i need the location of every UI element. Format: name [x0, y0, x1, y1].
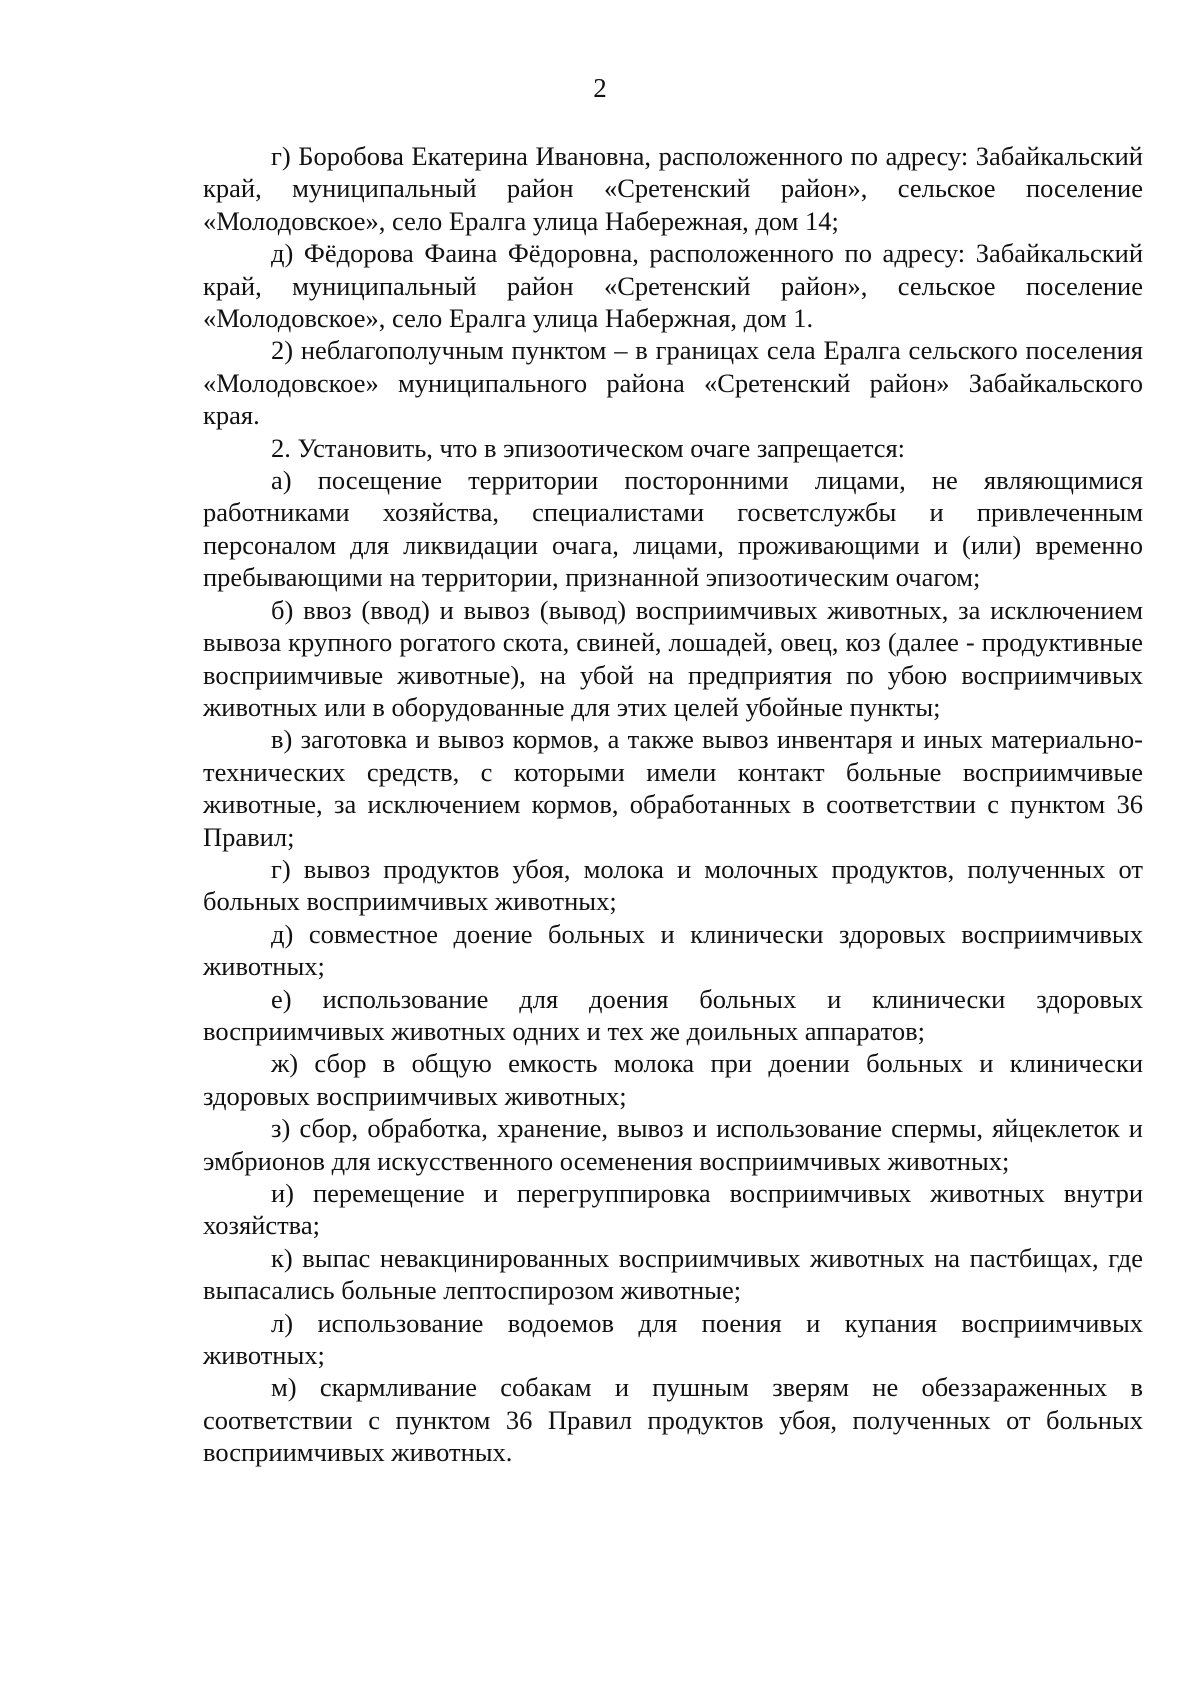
- paragraph-prohibition-l: л) использование водоемов для поения и купания восприимчивых животных;: [203, 1307, 1143, 1371]
- paragraph-prohibition-e: е) использование для доения больных и клинически здоровых восприимчивых животных одних и тех же доильных аппаратов;: [203, 983, 1143, 1046]
- document-body: [203, 140, 1143, 1469]
- paragraph-prohibition-zh: ж) сбор в общую емкость молока при доении больных и клинически здоровых восприимчивых животных;: [203, 1048, 1143, 1111]
- paragraph-prohibition-b: б) ввоз (ввод) и вывоз (вывод) восприимчивых животных, за исключением вывоза крупного рогатого скота, свиней, лошадей, овец, коз (далее - продуктивные восприимчивые животные), на убой на предприятия по убою восприимчивых животных или в оборудованные для этих целей убойные пункты;: [203, 594, 1143, 722]
- paragraph-prohibition-g: г) вывоз продуктов убоя, молока и молочных продуктов, полученных от больных восприимчивых животных;: [203, 853, 1143, 917]
- paragraph-prohibition-z: з) сбор, обработка, хранение, вывоз и использование спермы, яйцеклеток и эмбрионов для искусственного осеменения восприимчивых животных;: [203, 1113, 1143, 1176]
- paragraph-prohibition-v: в) заготовка и вывоз кормов, а также вывоз инвентаря и иных материально-технических средств, с которыми имели контакт больные восприимчивые животные, за исключением кормов, обработанных в соответствии с пунктом 36 Правил;: [203, 724, 1143, 852]
- paragraph-prohibition-i: и) перемещение и перегруппировка восприимчивых животных внутри хозяйства;: [203, 1178, 1143, 1241]
- paragraph-prohibition-k: к) выпас невакцинированных восприимчивых животных на пастбищах, где выпасались больные лептоспирозом животные;: [203, 1242, 1143, 1306]
- paragraph-prohibition-d: д) совместное доение больных и клинически здоровых восприимчивых животных;: [203, 918, 1143, 982]
- page-number: 2: [593, 73, 607, 103]
- paragraph-prohibition-a: а) посещение территории посторонними лицами, не являющимися работниками хозяйства, специалистами госветслужбы и привлеченным персоналом для ликвидации очага, лицами, проживающими и (или) временно пребывающими на территории, признанной эпизоотическим очагом;: [203, 465, 1143, 593]
- paragraph-g-borobova: г) Боробова Екатерина Ивановна, расположенного по адресу: Забайкальский край, муниципальный район «Сретенский район», сельское поселение «Молодовское», село Ералга улица Набережная, дом 14;: [203, 141, 1143, 236]
- paragraph-prohibitions-intro: 2. Установить, что в эпизоотическом очаге запрещается:: [271, 432, 906, 463]
- paragraph-prohibition-m: м) скармливание собакам и пушным зверям не обеззараженных в соответствии с пунктом 36 Правил продуктов убоя, полученных от больных восприимчивых животных.: [203, 1372, 1143, 1468]
- paragraph-d-fedorova: д) Фёдорова Фаина Фёдоровна, расположенного по адресу: Забайкальский край, муниципальный район «Сретенский район», сельское поселение «Молодовское», село Ералга улица Набержная, дом 1.: [203, 238, 1143, 334]
- paragraph-unfavorable-point: 2) неблагополучным пунктом – в границах села Ералга сельского поселения «Молодовское» муниципального района «Сретенский район» Забайкальского края.: [203, 335, 1143, 431]
